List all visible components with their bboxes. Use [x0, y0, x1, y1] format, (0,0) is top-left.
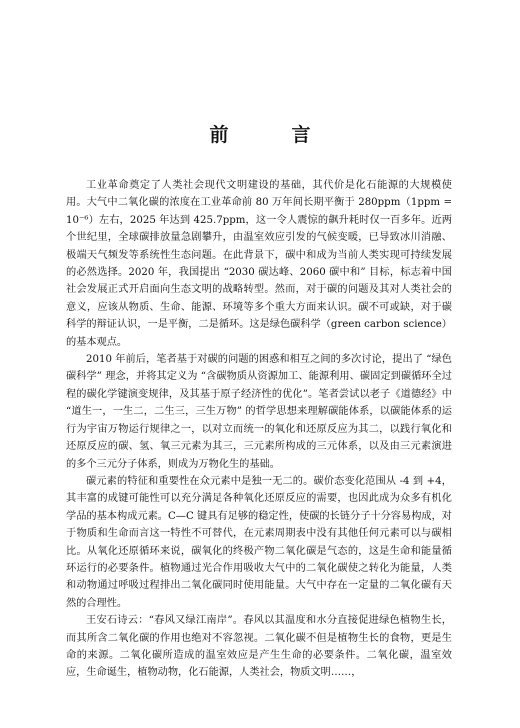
paragraph-4: 王安石诗云：“春风又绿江南岸”。春风以其温度和水分直接促进绿色植物生长，而其所含二氧化碳的作用也绝对不容忽视。二氧化碳不但是植物生长的食物，更是生命的来源。二氧化碳所造成的温室效应是产生生命的必要条件。二氧化碳，温室效应，生命诞生，植物动物，化石能源，人类社会，物质文明……，: [66, 615, 452, 679]
paragraph-2: 2010 年前后，笔者基于对碳的问题的困惑和相互之间的多次讨论，提出了 “绿色碳科学” 理念，并将其定义为 “含碳物质从资源加工、能源利用、碳固定到碳循环全过程的碳化学键演变规律，及其基于原子经济性的优化”。笔者尝试以老子《道德经》中 “道生一，一生二，二生三，三生万物” 的哲学思想来理解碳能体系，以碳能体系的运行为宇宙万物运行规律之一，以对立而统一的氧化和还原反应为其二，以践行氧化和还原反应的碳、氢、氧三元素为其三，三元素所构成的三元体系，以及由三元素演进的多个三元分子体系，则成为万物化生的基础。: [66, 354, 452, 470]
paragraph-1: 工业革命奠定了人类社会现代文明建设的基础，其代价是化石能源的大规模使用。大气中二氧化碳的浓度在工业革命前 80 万年间长期平衡于 280ppm（1ppm = 10⁻⁶）左右，2025 年达到 425.7ppm，这一令人震惊的飙升耗时仅一百多年。近两个世纪里，全球碳排放量急剧攀升，由温室效应引发的气候变暖，已导致冰川消融、极端天气频发等系统性生态问题。在此背景下，碳中和成为当前人类实现可持续发展的必然选择。2020 年，我国提出 “2030 碳达峰、2060 碳中和” 目标，标志着中国社会发展正式开启面向生态文明的战略转型。然而，对于碳的问题及其对人类社会的意义，应该从物质、生命、能源、环境等多个重大方面来认识。碳不可或缺，对于碳科学的辩证认识，一是平衡，二是循环。这是绿色碳科学（green carbon science）的基本观点。: [66, 180, 452, 348]
paragraph-3: 碳元素的特征和重要性在众元素中是独一无二的。碳价态变化范围从 -4 到 +4，其丰富的成键可能性可以充分满足各种氧化还原反应的需要，也因此成为众多有机化学品的基本构成元素。C—C 键具有足够的稳定性，使碳的长链分子十分容易构成，对于物质和生命而言这一特性不可替代，在元素周期表中没有其他任何元素可以与碳相比。从氧化还原循环来说，碳氧化的终极产物二氧化碳是气态的，这是生命和能量循环运行的必要条件。植物通过光合作用吸收大气中的二氧化碳使之转化为能量，人类和动物通过呼吸过程排出二氧化碳同时使用能量。大气中存在一定量的二氧化碳有天然的合理性。: [66, 475, 452, 609]
document-body: [66, 177, 452, 682]
page-title: 前 言: [209, 124, 333, 146]
